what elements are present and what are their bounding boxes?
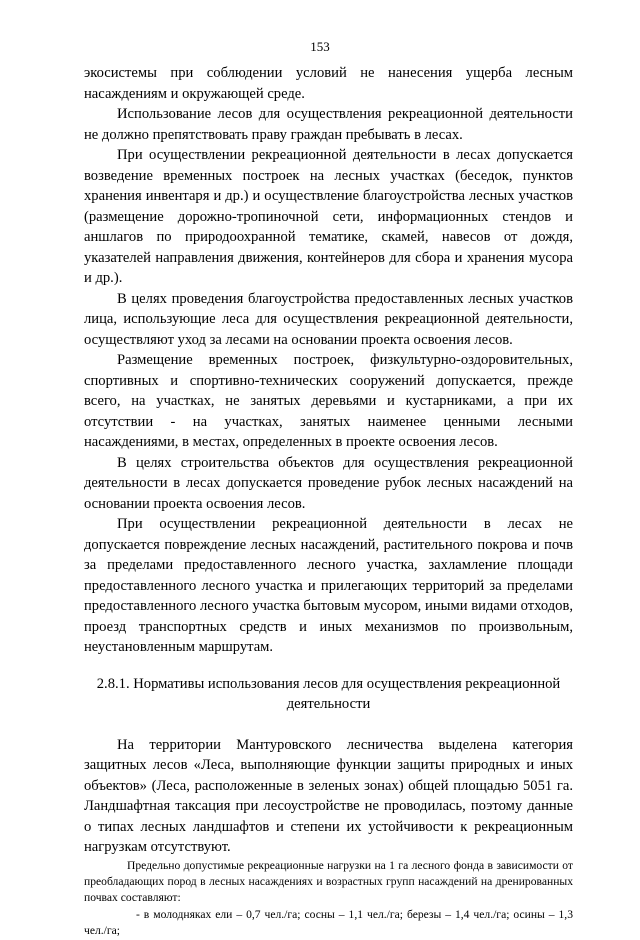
section-spacer — [84, 715, 573, 735]
paragraph-construction-felling: В целях строительства объектов для осуществления рекреационной деятельности в лесах допускается проведение рубок лесных насаждений на основании проекта освоения лесов. — [84, 454, 573, 512]
small-paragraph-recreational-loads: Предельно допустимые рекреационные нагрузки на 1 га лесного фонда в зависимости от преобладающих пород в лесных насаждениях и возрастных групп насаждений на дренированных почвах составляют: — [84, 858, 573, 905]
paragraph-recreation-rights: Использование лесов для осуществления рекреационной деятельности не должно препятствовать праву граждан пребывать в лесах. — [84, 106, 573, 143]
section-heading: 2.8.1. Нормативы использования лесов для осуществления рекреационной деятельности — [96, 675, 561, 712]
page-number: 153 — [310, 39, 330, 54]
small-paragraph-young-stands: - в молодняках ели – 0,7 чел./га; сосны – 1,1 чел./га; березы – 1,4 чел./га; осины – 1,3 чел./га; — [84, 907, 573, 938]
paragraph-manturovo-forestry: На территории Мантуровского лесничества выделена категория защитных лесов «Леса, выполняющие функции защиты природных и иных объектов» (Леса, расположенные в зеленых зонах) общей площадью 5051 га. Ландшафтная таксация при лесоустройстве не проводилась, поэтому данные о типах лесных ландшафтов и степени их устойчивости к рекреационным нагрузкам отсутствуют. — [84, 736, 573, 855]
document-body — [84, 63, 573, 940]
paragraph-prohibitions: При осуществлении рекреационной деятельности в лесах не допускается повреждение лесных насаждений, растительного покрова и почв за пределами предоставленного лесного участка, захламление площади предоставленного лесного участка и прилегающих территорий за пределами предоставленного лесного участка бытовым мусором, иными видами отходов, проезд транспортных средств и иных механизмов по произвольным, неустановленным маршрутам. — [84, 516, 573, 655]
paragraph-temporary-buildings: При осуществлении рекреационной деятельности в лесах допускается возведение временных построек на лесных участках (беседок, пунктов хранения инвентаря и др.) и осуществление благоустройства лесных участков (размещение дорожно-тропиночной сети, информационных стендов и аншлагов по природоохранной тематике, скамей, навесов от дождя, указателей направления движения, контейнеров для сбора и хранения мусора и др.). — [84, 147, 573, 286]
paragraph-continuation: экосистемы при соблюдении условий не нанесения ущерба лесным насаждениям и окружающей среде. — [84, 65, 573, 102]
paragraph-placement: Размещение временных построек, физкультурно-оздоровительных, спортивных и спортивно-технических сооружений допускается, прежде всего, на участках, не занятых деревьями и кустарниками, а при их отсутствии - на участках, занятых наименее ценными лесными насаждениями, в местах, определенных в проекте освоения лесов. — [84, 352, 573, 450]
paragraph-landscaping: В целях проведения благоустройства предоставленных лесных участков лица, использующие леса для осуществления рекреационной деятельности, осуществляют уход за лесами на основании проекта освоения лесов. — [84, 290, 573, 348]
